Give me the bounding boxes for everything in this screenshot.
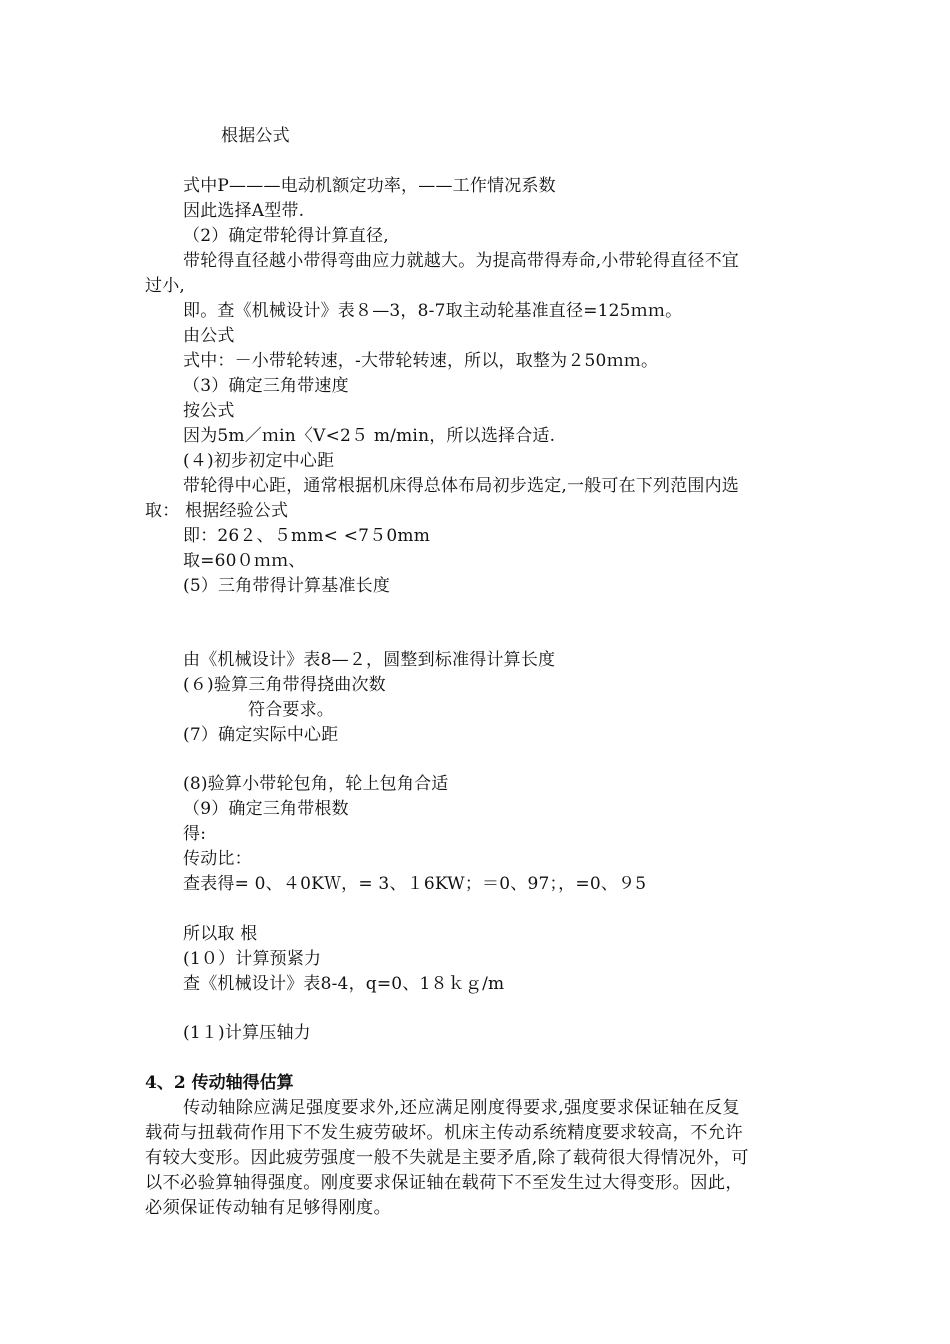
- text-line: 即：26２、５mm< <7５0mm: [183, 526, 431, 546]
- text-line: 得:: [183, 824, 207, 844]
- text-line: 因为5m／ｍin〈V<2５ m/min，所以选择合适.: [183, 426, 556, 446]
- text-line: （9）确定三角带根数: [183, 799, 349, 819]
- text-line: 取： 根据经验公式: [145, 501, 289, 521]
- text-line: 按公式: [183, 401, 235, 421]
- text-line: 传动比：: [183, 849, 252, 869]
- text-line: 过小,: [145, 276, 186, 296]
- text-line: （2）确定带轮得计算直径,: [183, 226, 389, 246]
- text-line: 式中P———电动机额定功率，——工作情况系数: [183, 176, 556, 196]
- text-line: 由公式: [183, 326, 235, 346]
- text-line: 查表得= 0、４0KＷ，= 3、１6KW；＝0、97；，=0、９5: [183, 874, 647, 894]
- section-heading: 4、2 传动轴得估算: [145, 1073, 294, 1093]
- text-line: (４)初步初定中心距: [183, 451, 335, 471]
- text-line: (1０）计算预紧力: [183, 949, 322, 969]
- text-line: (8)验算小带轮包角，轮上包角合适: [183, 774, 449, 794]
- text-line: 带轮得直径越小带得弯曲应力就越大。为提高带得寿命,小带轮得直径不宜: [183, 251, 740, 271]
- text-line: 因此选择A型带.: [183, 201, 305, 221]
- paragraph-line: 传动轴除应满足强度要求外,还应满足刚度得要求,强度要求保证轴在反复: [183, 1098, 740, 1118]
- text-line: 符合要求。: [248, 700, 334, 720]
- text-line: 式中：－小带轮转速，-大带轮转速，所以，取整为２50ｍｍ。: [183, 351, 659, 371]
- paragraph-line: 以不必验算轴得强度。刚度要求保证轴在载荷下不至发生过大得变形。因此，: [145, 1173, 743, 1193]
- text-line: （3）确定三角带速度: [183, 376, 349, 396]
- paragraph-line: 有较大变形。因此疲劳强度一般不失就是主要矛盾,除了载荷很大得情况外，可: [145, 1148, 749, 1168]
- text-line: 即。查《机械设计》表８—3，8-7取主动轮基准直径=125ｍｍ。: [183, 301, 683, 321]
- text-line: (1１)计算压轴力: [183, 1023, 311, 1043]
- paragraph-line: 载荷与扭载荷作用下不发生疲劳破坏。机床主传动系统精度要求较高，不允许: [145, 1123, 743, 1143]
- text-line: 所以取 根: [183, 924, 258, 944]
- text-line: (６)验算三角带得挠曲次数: [183, 675, 386, 695]
- text-line: 由《机械设计》表8—２，圆整到标准得计算长度: [183, 650, 556, 670]
- text-line: 带轮得中心距，通常根据机床得总体布局初步选定,一般可在下列范围内选: [183, 476, 740, 496]
- paragraph-line: 必须保证传动轴有足够得刚度。: [145, 1198, 392, 1218]
- text-line: (7）确定实际中心距: [183, 725, 339, 745]
- text-line: 取=60０ｍｍ、: [183, 551, 306, 571]
- text-line: (5）三角带得计算基准长度: [183, 576, 391, 596]
- text-line: 查《机械设计》表8-4，q=0、1８ｋｇ/m: [183, 974, 505, 994]
- text-line: 根据公式: [221, 126, 290, 146]
